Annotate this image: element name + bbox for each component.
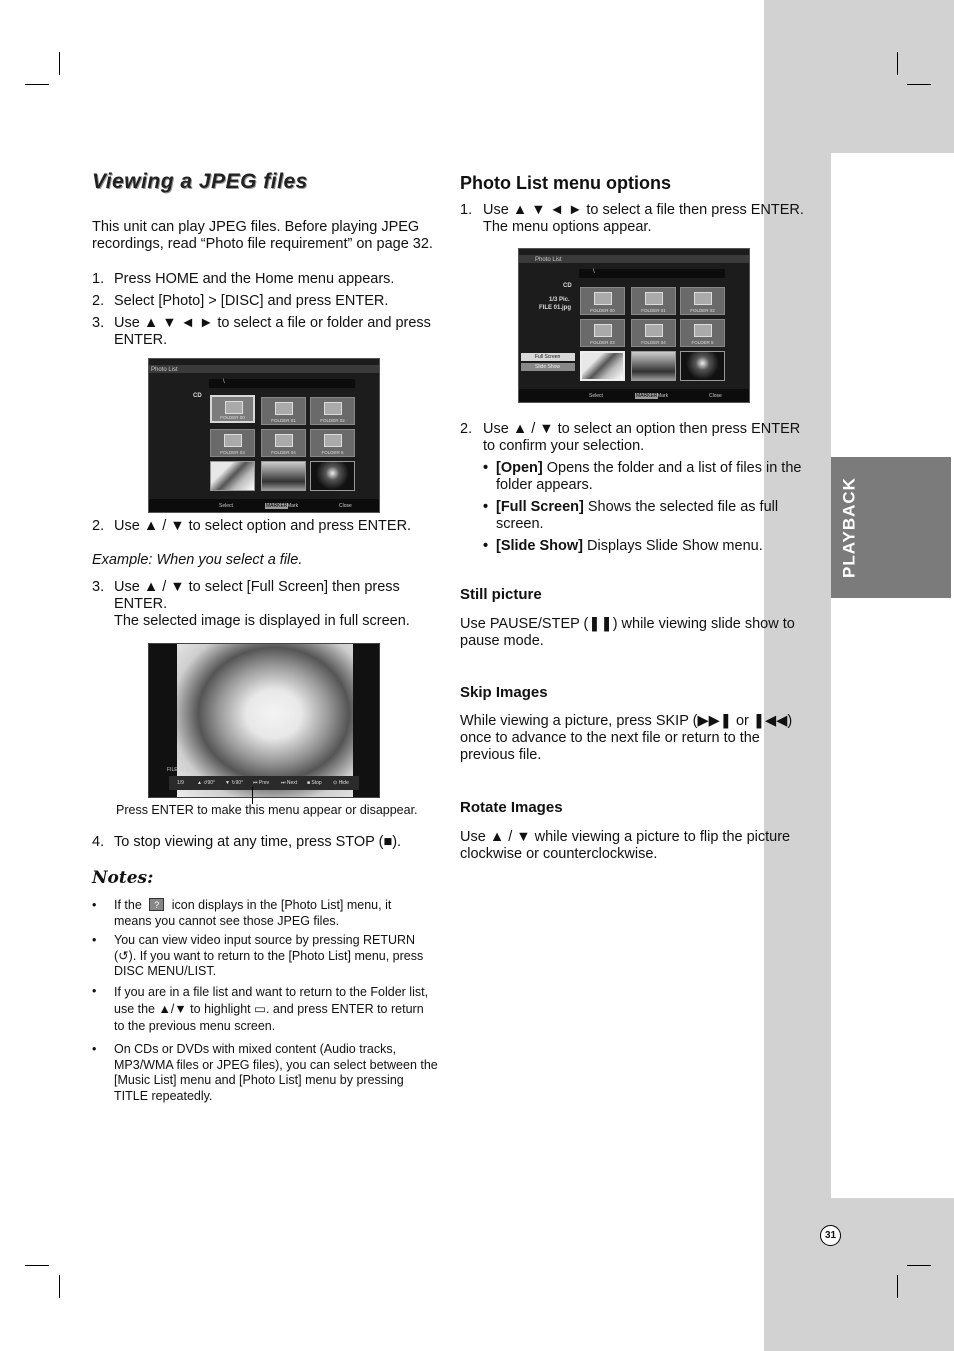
note-bullet: •	[92, 933, 97, 947]
disc-label: CD	[193, 393, 202, 399]
example-text: Example: When you select a file.	[92, 552, 303, 568]
subsection-text: While viewing a picture, press SKIP (▶▶❚ or ❚◀◀) once to advance to the next file or return to the previous file.	[460, 713, 793, 763]
question-icon: ?	[149, 898, 164, 911]
step-number: 3.	[92, 579, 105, 595]
full-screen-screenshot	[148, 643, 380, 798]
folder-icon: FOLDER 5	[680, 319, 725, 347]
folder-icon: FOLDER 02	[310, 397, 355, 425]
path-text: \	[223, 379, 225, 385]
subsection-title: Still picture	[460, 586, 542, 603]
step-text: To stop viewing at any time, press STOP (■).	[114, 834, 402, 850]
section-tab-label: PLAYBACK	[839, 477, 858, 578]
option-text: [Full Screen] Shows the selected file as full screen.	[496, 499, 779, 532]
side-band-top	[764, 0, 954, 153]
folder-icon: FOLDER 03	[580, 319, 625, 347]
file-name: FILE 01.jpg	[539, 305, 572, 311]
folder-up-icon: ▭	[254, 1002, 266, 1016]
crop-mark	[25, 1265, 49, 1266]
option-text: [Slide Show] Displays Slide Show menu.	[496, 538, 763, 554]
note-text: On CDs or DVDs with mixed content (Audio tracks, MP3/WMA files or JPEG files), you can select between the [Music List] menu and [Photo List] menu by pressing TITLE repeatedly.	[114, 1042, 438, 1103]
note-text: If you are in a file list and want to return to the Folder list, use the ▲/▼ to highlight ▭. and press ENTER to return to the previous menu screen.	[114, 985, 429, 1033]
option-bullet: •	[483, 499, 489, 515]
section-tab	[831, 457, 951, 598]
step-text: Select [Photo] > [DISC] and press ENTER.	[114, 293, 389, 309]
photo-thumbnail	[680, 351, 725, 381]
option-text: [Open] Opens the folder and a list of files in the folder appears.	[496, 460, 802, 493]
photo-thumbnail	[631, 351, 676, 381]
folder-icon: FOLDER 01	[261, 397, 306, 425]
folder-icon: FOLDER 5	[310, 429, 355, 457]
folder-icon: FOLDER 04	[631, 319, 676, 347]
menu-title: Photo List	[151, 367, 178, 373]
side-band-bottom	[764, 1198, 954, 1351]
figure-caption: Press ENTER to make this menu appear or disappear.	[116, 803, 418, 817]
page-title: Viewing a JPEG files	[92, 170, 308, 193]
folder-icon: FOLDER 03	[210, 429, 255, 457]
step-number: 3.	[92, 315, 105, 331]
step-text: Use ▲ ▼ ◄ ► to select a file or folder and press ENTER.	[114, 315, 431, 348]
caption-pointer	[252, 787, 253, 804]
step-text: Use ▲ / ▼ to select an option then press ENTER to confirm your selection.	[483, 421, 801, 454]
folder-icon: FOLDER 00	[580, 287, 625, 315]
photo-thumbnail	[210, 461, 255, 491]
step-text: Use ▲ / ▼ to select option and press ENTER.	[114, 518, 412, 534]
menu-footer: Select MARKER Mark Close	[149, 499, 379, 512]
path-bar	[209, 379, 355, 388]
step-number: 2.	[92, 293, 105, 309]
crop-mark	[907, 1265, 931, 1266]
menu-title-bar	[149, 365, 379, 373]
disc-label: CD	[563, 283, 572, 289]
step-text: Use ▲ ▼ ◄ ► to select a file then press ENTER. The menu options appear.	[483, 202, 804, 235]
crop-mark	[897, 1275, 898, 1298]
step-number: 2.	[460, 421, 473, 437]
note-bullet: •	[92, 1042, 97, 1056]
photo-list-screenshot	[148, 358, 380, 513]
path-text: \	[593, 269, 595, 275]
section-title: Photo List menu options	[460, 173, 671, 193]
menu-option-slide-show: Slide Show	[521, 363, 575, 371]
note-text: If the ? icon displays in the [Photo List] menu, it means you cannot see those JPEG files.	[114, 898, 392, 928]
step-number: 4.	[92, 834, 105, 850]
folder-icon: FOLDER 01	[631, 287, 676, 315]
note-text: You can view video input source by pressing RETURN (↺). If you want to return to the [Photo List] menu, press DISC MENU/LIST.	[114, 933, 424, 978]
side-band-mid	[764, 153, 831, 1198]
picture-count: 1/3 Pic.	[549, 297, 570, 303]
step-text-cont: The selected image is displayed in full screen.	[114, 613, 410, 629]
return-icon: ↺	[118, 948, 129, 963]
intro-text: This unit can play JPEG files. Before playing JPEG recordings, read “Photo file requirement” on page 32.	[92, 219, 433, 252]
photo-thumbnail	[310, 461, 355, 491]
path-bar	[579, 269, 725, 278]
file-label: FILE 01.jpg	[167, 767, 193, 773]
folder-icon: FOLDER 04	[261, 429, 306, 457]
photo-thumbnail	[580, 351, 625, 381]
subsection-title: Skip Images	[460, 684, 548, 701]
crop-mark	[59, 52, 60, 75]
folder-icon: FOLDER 00	[210, 395, 255, 423]
crop-mark	[907, 84, 931, 85]
note-bullet: •	[92, 898, 97, 912]
viewer-control-bar: 1/9 ▲ ↺90° ▼ ↻90° ⏮ Prev ⏭ Next ■ Stop ⊙ Hide	[169, 776, 359, 790]
crop-mark	[897, 52, 898, 75]
option-bullet: •	[483, 460, 489, 476]
folder-icon: FOLDER 02	[680, 287, 725, 315]
photo-thumbnail	[261, 461, 306, 491]
step-number: 2.	[92, 518, 105, 534]
subsection-title: Rotate Images	[460, 799, 563, 816]
subsection-text: Use ▲ / ▼ while viewing a picture to flip the picture clockwise or counterclockwise.	[460, 829, 791, 862]
step-number: 1.	[92, 271, 105, 287]
cat-photo	[177, 644, 353, 798]
menu-footer: Select MARKER Mark Close	[519, 389, 749, 402]
crop-mark	[59, 1275, 60, 1298]
step-number: 1.	[460, 202, 473, 218]
photo-list-options-screenshot	[518, 248, 750, 403]
notes-title: Notes:	[92, 868, 154, 888]
option-bullet: •	[483, 538, 489, 554]
page-number: 31	[820, 1225, 841, 1246]
note-bullet: •	[92, 984, 97, 998]
menu-title: Photo List	[535, 257, 562, 263]
crop-mark	[25, 84, 49, 85]
step-text: Press HOME and the Home menu appears.	[114, 271, 395, 287]
step-text: Use ▲ / ▼ to select [Full Screen] then press ENTER.	[114, 579, 400, 612]
menu-option-full-screen: Full Screen	[521, 353, 575, 361]
subsection-text: Use PAUSE/STEP (❚❚) while viewing slide show to pause mode.	[460, 616, 795, 649]
